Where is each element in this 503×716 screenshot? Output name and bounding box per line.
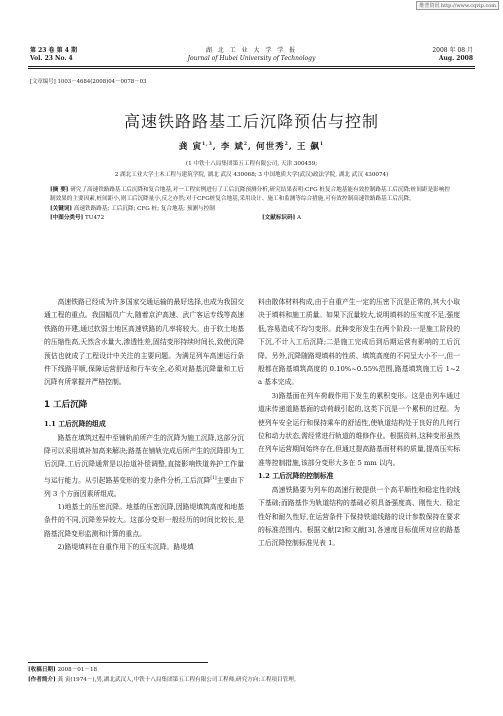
- body-paragraph: [44, 432, 244, 501]
- citation-mark: [1]: [210, 475, 217, 481]
- body-paragraph: 高速铁路要为列车的高速行驶提供一个高平顺性和稳定性的线下基础;而路基作为轨道结构的基础必须具备强度高、刚性大、稳定性好和耐久性好,在运营条件下保持铁道线路的设计参数保持在要求的标准范围内。根据文献[2]和文献[3],各速度目标值所对应的路基工后沉降控制标准见表 1。: [258, 485, 460, 548]
- clc-code: TU472: [85, 214, 105, 221]
- body-paragraph: 2)路堤填料在自重作用下的压实沉降。路堤填: [57, 543, 194, 552]
- subsection-heading: 1.2 工后沉降的控制标准: [258, 472, 334, 481]
- author-name: 何世秀: [255, 142, 285, 152]
- keywords-label: [关键词]: [50, 205, 73, 212]
- body-text: 主要由下列 3 个方面因素所组成。: [44, 476, 244, 498]
- author-bio-text: 龚 寅(1974－),男,湖北武汉人,中铁十八局集团第五工程有限公司工程师,研究方向:工程项目管理。: [57, 677, 300, 683]
- author-affil-mark: 1: [320, 142, 325, 148]
- received-label: [收稿日期]: [28, 667, 56, 673]
- affiliation-line: 2 湖北工业大学土木工程与建筑学院, 湖北 武汉 430068; 3 中国地质大学(武汉)政法学院, 湖北 武汉 430074): [114, 172, 389, 178]
- author-affil-mark: 2: [243, 142, 248, 148]
- doc-code-group: [262, 214, 301, 223]
- clc-label: [中图分类号]: [50, 214, 84, 221]
- author-separator: ,: [288, 142, 297, 152]
- left-column: [44, 296, 244, 555]
- footnote-rule: [28, 662, 208, 663]
- article-number: [文章编号] 1003－4684(2008)04－0078－03: [30, 79, 147, 85]
- affiliation-line: (1 中铁十八局集团第五工程有限公司, 天津 300459;: [185, 161, 318, 167]
- abstract-paragraph: [50, 186, 454, 205]
- volume-cn: 第 23 卷 第 4 期: [30, 47, 77, 54]
- author-bio: [28, 676, 478, 685]
- abstract-block: [50, 186, 454, 223]
- subsection-heading: 1.1 工后沉降的组成: [44, 420, 106, 429]
- body-paragraph: 1)地基土的压密沉降。地基的压密沉降,因路堤填筑高度和地基条件的不同,沉降差异较大。这部分变形一般经历的时间比较长,是路基沉降变形监测和计算的重点。: [44, 502, 244, 538]
- paper-title: 高速铁路路基工后沉降预估与控制: [123, 112, 379, 131]
- issue-date: [432, 47, 473, 63]
- author-list: [0, 140, 503, 152]
- author-bio-label: [作者简介]: [28, 677, 56, 683]
- journal-name-cn: 湖 北 工 业 大 学 学 报: [205, 47, 298, 54]
- author-name: 龚 寅: [178, 142, 203, 152]
- watermark-stamp: 维普资讯 http://www.cqvip.com: [416, 1, 499, 10]
- doc-code-label: [文献标识码]: [262, 214, 296, 221]
- doc-code: A: [297, 214, 302, 221]
- journal-name-en: Journal of Hubei University of Technology: [187, 55, 316, 62]
- intro-paragraph: 高速铁路已经成为许多国家交通运输的最好选择,也成为我国交通工程的重点。我国幅员广大,随着京沪高速、武广客运专线等高速铁路的开建,通过软弱土地区高速铁路的几率将较大。由于软土地基的压缩性高,天然含水量大,渗透性差,固结变形持续时间长,致使沉降预估也就成了工程设计中关注的主要问题。为满足列车高速运行条件下线路平顺,保障运营舒适和行车安全,必须对路基沉降量和工后沉降有所掌握并严格控制。: [44, 298, 244, 387]
- body-paragraph: 3)路基面在列车荷载作用下发生的累积变形。这是由列车通过道床传递道路基面的动荷载引起的,这类下沉是一个累积的过程。为使列车安全运行和保持乘车的舒适性,使轨道结构处于良好的几何行位和动力状态,需经常进行轨道的维修作业。根据资料,这种变形虽然在列车运营期间始终存在,但通过提高路基面材料的质量,提高压实标准等控制措施,该部分变形大多在 5 mm 以内。: [258, 391, 460, 467]
- author-separator: ,: [212, 142, 221, 152]
- author-separator: ,: [247, 142, 256, 152]
- keywords-line: [50, 205, 454, 214]
- journal-name: [0, 47, 503, 63]
- date-cn: 2008 年 08 月: [432, 47, 473, 54]
- section-heading: 1 工后沉降: [44, 399, 88, 410]
- header-rule-thin: [28, 68, 475, 69]
- received-value: 2008－01－18: [57, 667, 98, 673]
- right-column: [258, 296, 460, 551]
- body-text: 路基在填筑过程中至铺轨前所产生的沉降为施工沉降,这部分沉降可以采用填补加高来解决;路基在铺轨完成后所产生的沉降即为工后沉降,工后沉降通常是以抬道补偿调整,直接影响铁道养护工作量与运行能力。从引起路基变形的变力条件分析,工后沉降: [44, 433, 244, 485]
- volume-en: Vol. 23 No. 4: [30, 55, 73, 62]
- author-name: 王 飙: [296, 142, 320, 152]
- received-date: [28, 666, 97, 675]
- abstract-text: 研究了高速铁路路基工后沉降和复合地基,对一工程实例进行了工后沉降预测分析,研究结果表明:CFG 桩复合地基能有效控制路基工后沉降;桩间距是影响控制效果的主要因素,桩间距小,则工后沉降量小,反之亦然;对于CFG桩复合地基,采用设计、施工和监测等综合措施,可有效控制高速铁路路基工后沉降。: [50, 187, 450, 203]
- classification-line: [50, 214, 454, 223]
- keywords-text: 高速铁路路基; 工后沉降; CFG 桩; 复合地基; 预测与控制: [73, 205, 215, 212]
- abstract-label: [摘 要]: [50, 187, 69, 193]
- body-paragraph: 料由散体材料构成,由于自重产生一定的压密下沉是正常的,其大小取决于填料和施工质量。如果下沉量较大,说明填料的压实度不足,强度低,容易造成不均匀变形。此种变形发生在两个阶段:一是施工阶段的下沉,不计入工后沉降;二是施工完成后到后期运营有影响的工后沉降。另外,沉降随路堤填料的性质、填筑高度的不同呈大小不一,但一般都在路基填筑高度的 0.10%~0.55%范围,路基填筑施工后 1~2 a 基本完成。: [258, 298, 460, 387]
- author-name: 李 斌: [220, 142, 244, 152]
- header-rule: [28, 66, 475, 67]
- date-en: Aug. 2008: [438, 55, 473, 62]
- author-affil-mark: 2: [284, 142, 289, 148]
- author-affil-mark: 1,3: [202, 142, 213, 148]
